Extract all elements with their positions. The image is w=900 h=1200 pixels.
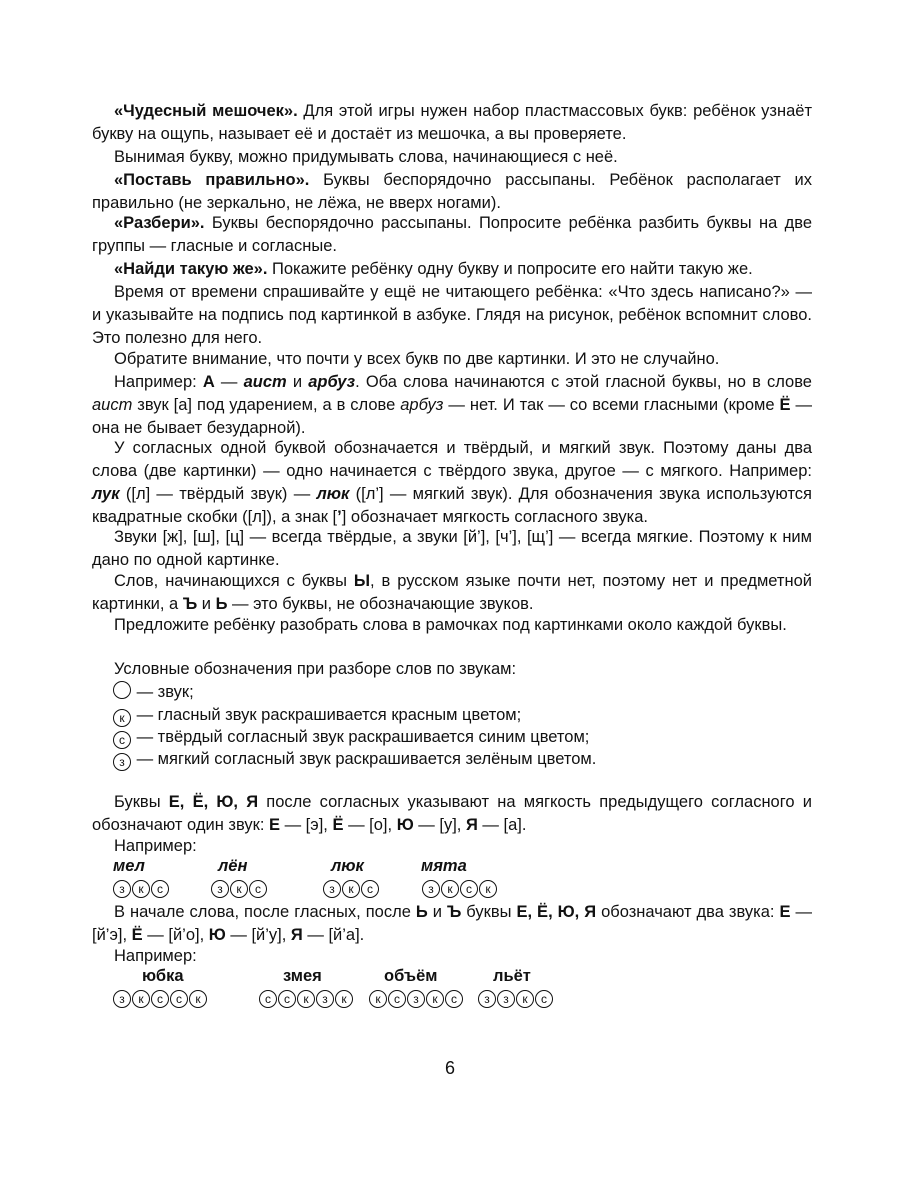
text-run: ([л’] — мягкий звук). Для обозначения звука используются квадратные скобки ([л]), а знак [ <box>92 485 812 526</box>
example-word: арбуз <box>308 373 356 391</box>
paragraph-two-pictures <box>92 348 812 371</box>
paragraph-text: Условные обозначения при разборе слов по звукам: <box>114 660 517 678</box>
legend-text: — звук; <box>132 683 194 701</box>
paragraph-game-find <box>92 258 812 281</box>
example-word: люк <box>316 485 350 503</box>
paragraph-one-sound <box>92 791 812 837</box>
text-run: и <box>197 595 216 613</box>
sound-circle-icon: к <box>297 990 315 1008</box>
letter: Ъ <box>446 903 462 921</box>
paragraph-ask-child <box>92 281 812 350</box>
text-run: Слов, начинающихся с буквы <box>114 572 354 590</box>
paragraph-text: Покажите ребёнку одну букву и попросите его найти такую же. <box>267 260 753 278</box>
paragraph-suggest-analyze <box>92 614 812 637</box>
text-run: — она не бывает безударной). <box>92 396 812 437</box>
paragraph-vowels-example <box>92 371 812 440</box>
sound-scheme <box>113 878 170 898</box>
text-run: обозначают два звука: <box>596 903 780 921</box>
legend-row-hard-consonant <box>113 726 589 749</box>
label-text: Например: <box>114 837 197 855</box>
example-label <box>92 945 812 968</box>
letter: Я <box>465 816 478 834</box>
sound-circle-icon: с <box>535 990 553 1008</box>
sound-circle-icon: з <box>211 880 229 898</box>
sound-circle-icon: с <box>249 880 267 898</box>
letters: Е, Ё, Ю, Я <box>516 903 597 921</box>
example-word: аист <box>243 373 287 391</box>
paragraph-consonants <box>92 437 812 529</box>
letter: Я <box>290 926 303 944</box>
text-run: У согласных одной буквой обозначается и твёрдый, и мягкий звук. Поэтому даны два слова (две картинки) — одно начинается с твёрдого звука, другое — с мягкого. Например: <box>92 439 812 480</box>
soft-consonant-circle-icon: з <box>113 753 131 771</box>
text-run: — [й’у], <box>225 926 291 944</box>
letter: Ё <box>779 396 791 414</box>
text-run: Буквы <box>114 793 169 811</box>
sound-scheme <box>259 988 354 1008</box>
example-word: аист <box>92 396 133 414</box>
text-run: — [й’о], <box>142 926 209 944</box>
paragraph-text: Для этой игры нужен набор пластмассовых букв: ребёнок узнаёт букву на ощупь, называет её и достаёт из мешочка, а вы проверяете. <box>92 102 812 143</box>
text-run: Например: <box>114 373 203 391</box>
example-word: змея <box>283 967 322 985</box>
text-run: звук [а] под ударением, а в слове <box>132 396 401 414</box>
sound-circle-icon: з <box>323 880 341 898</box>
sound-circle-icon: з <box>316 990 334 1008</box>
letter: Ь <box>215 595 228 613</box>
paragraph-game-place <box>92 169 812 215</box>
text-run: В начале слова, после гласных, после <box>114 903 416 921</box>
game-title: «Поставь правильно». <box>114 171 310 189</box>
paragraph-letter-y <box>92 570 812 616</box>
label-text: Например: <box>114 947 197 965</box>
paragraph-text: Время от времени спрашивайте у ещё не читающего ребёнка: «Что здесь написано?» — и указывайте на подпись под картинкой в азбуке. Глядя на рисунок, ребёнок вспомнит слово. Это полезно для него. <box>92 283 812 347</box>
example-word: мел <box>113 857 145 875</box>
paragraph-take-letter <box>92 146 812 169</box>
sound-circle-icon: с <box>388 990 406 1008</box>
text-run: после согласных указывают на мягкость предыдущего согласного и обозначают один звук: <box>92 793 812 834</box>
game-title: «Найди такую же». <box>114 260 268 278</box>
text-run: ([л] — твёрдый звук) — <box>119 485 317 503</box>
sound-circle-icon: з <box>478 990 496 1008</box>
letter: Ё <box>332 816 344 834</box>
sound-circle-icon: к <box>516 990 534 1008</box>
text-run: , в русском языке почти нет, поэтому нет и предметной картинки, а <box>92 572 812 613</box>
letter: А <box>202 373 215 391</box>
legend-text: — твёрдый согласный звук раскрашивается синим цветом; <box>132 728 590 746</box>
paragraph-two-sounds <box>92 901 812 947</box>
empty-circle-icon <box>113 681 131 699</box>
page-number: 6 <box>444 1058 455 1078</box>
vowel-circle-icon: к <box>113 709 131 727</box>
sound-circle-icon: с <box>151 880 169 898</box>
sound-circle-icon: к <box>479 880 497 898</box>
sound-circle-icon: з <box>407 990 425 1008</box>
text-run: — [й’а]. <box>302 926 365 944</box>
example-word: юбка <box>142 967 184 985</box>
example-word: лук <box>92 485 120 503</box>
example-word: льёт <box>493 967 531 985</box>
softness-sign: ’ <box>337 508 342 526</box>
sound-scheme <box>369 988 464 1008</box>
sound-scheme <box>323 878 380 898</box>
example-word: люк <box>331 857 364 875</box>
paragraph-text: Предложите ребёнку разобрать слова в рамочках под картинками около каждой буквы. <box>114 616 787 634</box>
sound-circle-icon: с <box>151 990 169 1008</box>
letter: Е <box>779 903 791 921</box>
paragraph-text: Обратите внимание, что почти у всех букв по две картинки. И это не случайно. <box>114 350 720 368</box>
sound-circle-icon: к <box>441 880 459 898</box>
sound-circle-icon: с <box>445 990 463 1008</box>
sound-circle-icon: к <box>426 990 444 1008</box>
sound-circle-icon: с <box>460 880 478 898</box>
sound-circle-icon: з <box>497 990 515 1008</box>
example-word: лён <box>218 857 248 875</box>
text-run: — [й’э], <box>92 903 812 944</box>
text-run: буквы <box>461 903 517 921</box>
legend-row-vowel <box>113 704 521 727</box>
text-run: — нет. И так — со всеми гласными (кроме <box>443 396 780 414</box>
paragraph-game-bag <box>92 100 812 146</box>
sound-circle-icon: з <box>422 880 440 898</box>
letter: Ё <box>131 926 143 944</box>
text-run: — [а]. <box>477 816 527 834</box>
paragraph-text: Звуки [ж], [ш], [ц] — всегда твёрдые, а звуки [й’], [ч’], [щ’] — всегда мягкие. Поэтому к ним дано по одной картинке. <box>92 528 812 569</box>
sound-circle-icon: к <box>189 990 207 1008</box>
game-title: «Чудесный мешочек». <box>114 102 298 120</box>
text-run: — <box>214 373 244 391</box>
letter: Ъ <box>182 595 198 613</box>
letter: Ю <box>396 816 414 834</box>
text-run: и <box>427 903 447 921</box>
legend-row-sound <box>113 681 194 704</box>
text-run: — это буквы, не обозначающие звуков. <box>227 595 534 613</box>
text-run: . Оба слова начинаются с этой гласной буквы, но в слове <box>355 373 812 391</box>
sound-circle-icon: к <box>230 880 248 898</box>
sound-circle-icon: с <box>361 880 379 898</box>
paragraph-game-sort <box>92 212 812 258</box>
sound-circle-icon: з <box>113 880 131 898</box>
sound-scheme <box>478 988 554 1008</box>
sound-circle-icon: с <box>278 990 296 1008</box>
sound-circle-icon: к <box>335 990 353 1008</box>
text-run: — [о], <box>343 816 397 834</box>
sound-circle-icon: с <box>259 990 277 1008</box>
example-word: мята <box>421 857 467 875</box>
text-run: — [у], <box>413 816 466 834</box>
sound-circle-icon: с <box>170 990 188 1008</box>
game-title: «Разбери». <box>114 214 205 232</box>
letter: Ы <box>353 572 371 590</box>
paragraph-legend-intro <box>92 658 812 681</box>
sound-circle-icon: к <box>132 990 150 1008</box>
legend-text: — гласный звук раскрашивается красным цветом; <box>132 706 522 724</box>
paragraph-text: Вынимая букву, можно придумывать слова, начинающиеся с неё. <box>114 148 618 166</box>
sound-scheme <box>113 988 208 1008</box>
letter: Ю <box>208 926 226 944</box>
legend-text: — мягкий согласный звук раскрашивается зелёным цветом. <box>132 750 597 768</box>
letter: Ь <box>415 903 428 921</box>
example-word: арбуз <box>400 396 444 414</box>
paragraph-text: Буквы беспорядочно рассыпаны. Ребёнок располагает их правильно (не зеркально, не лёжа, не вверх ногами). <box>92 171 812 212</box>
text-run: ] обозначает мягкость согласного звука. <box>341 508 649 526</box>
text-run: — [э], <box>280 816 333 834</box>
example-word: объём <box>384 967 438 985</box>
example-label <box>92 835 812 858</box>
paragraph-text: Буквы беспорядочно рассыпаны. Попросите ребёнка разбить буквы на две группы — гласные и согласные. <box>92 214 812 255</box>
sound-scheme <box>422 878 498 898</box>
hard-consonant-circle-icon: с <box>113 731 131 749</box>
paragraph-always-hard-soft <box>92 526 812 572</box>
sound-circle-icon: к <box>369 990 387 1008</box>
letters: Е, Ё, Ю, Я <box>168 793 259 811</box>
sound-circle-icon: к <box>342 880 360 898</box>
text-run: и <box>286 373 309 391</box>
letter: Е <box>269 816 281 834</box>
sound-circle-icon: к <box>132 880 150 898</box>
legend-row-soft-consonant <box>113 748 596 771</box>
sound-scheme <box>211 878 268 898</box>
sound-circle-icon: з <box>113 990 131 1008</box>
